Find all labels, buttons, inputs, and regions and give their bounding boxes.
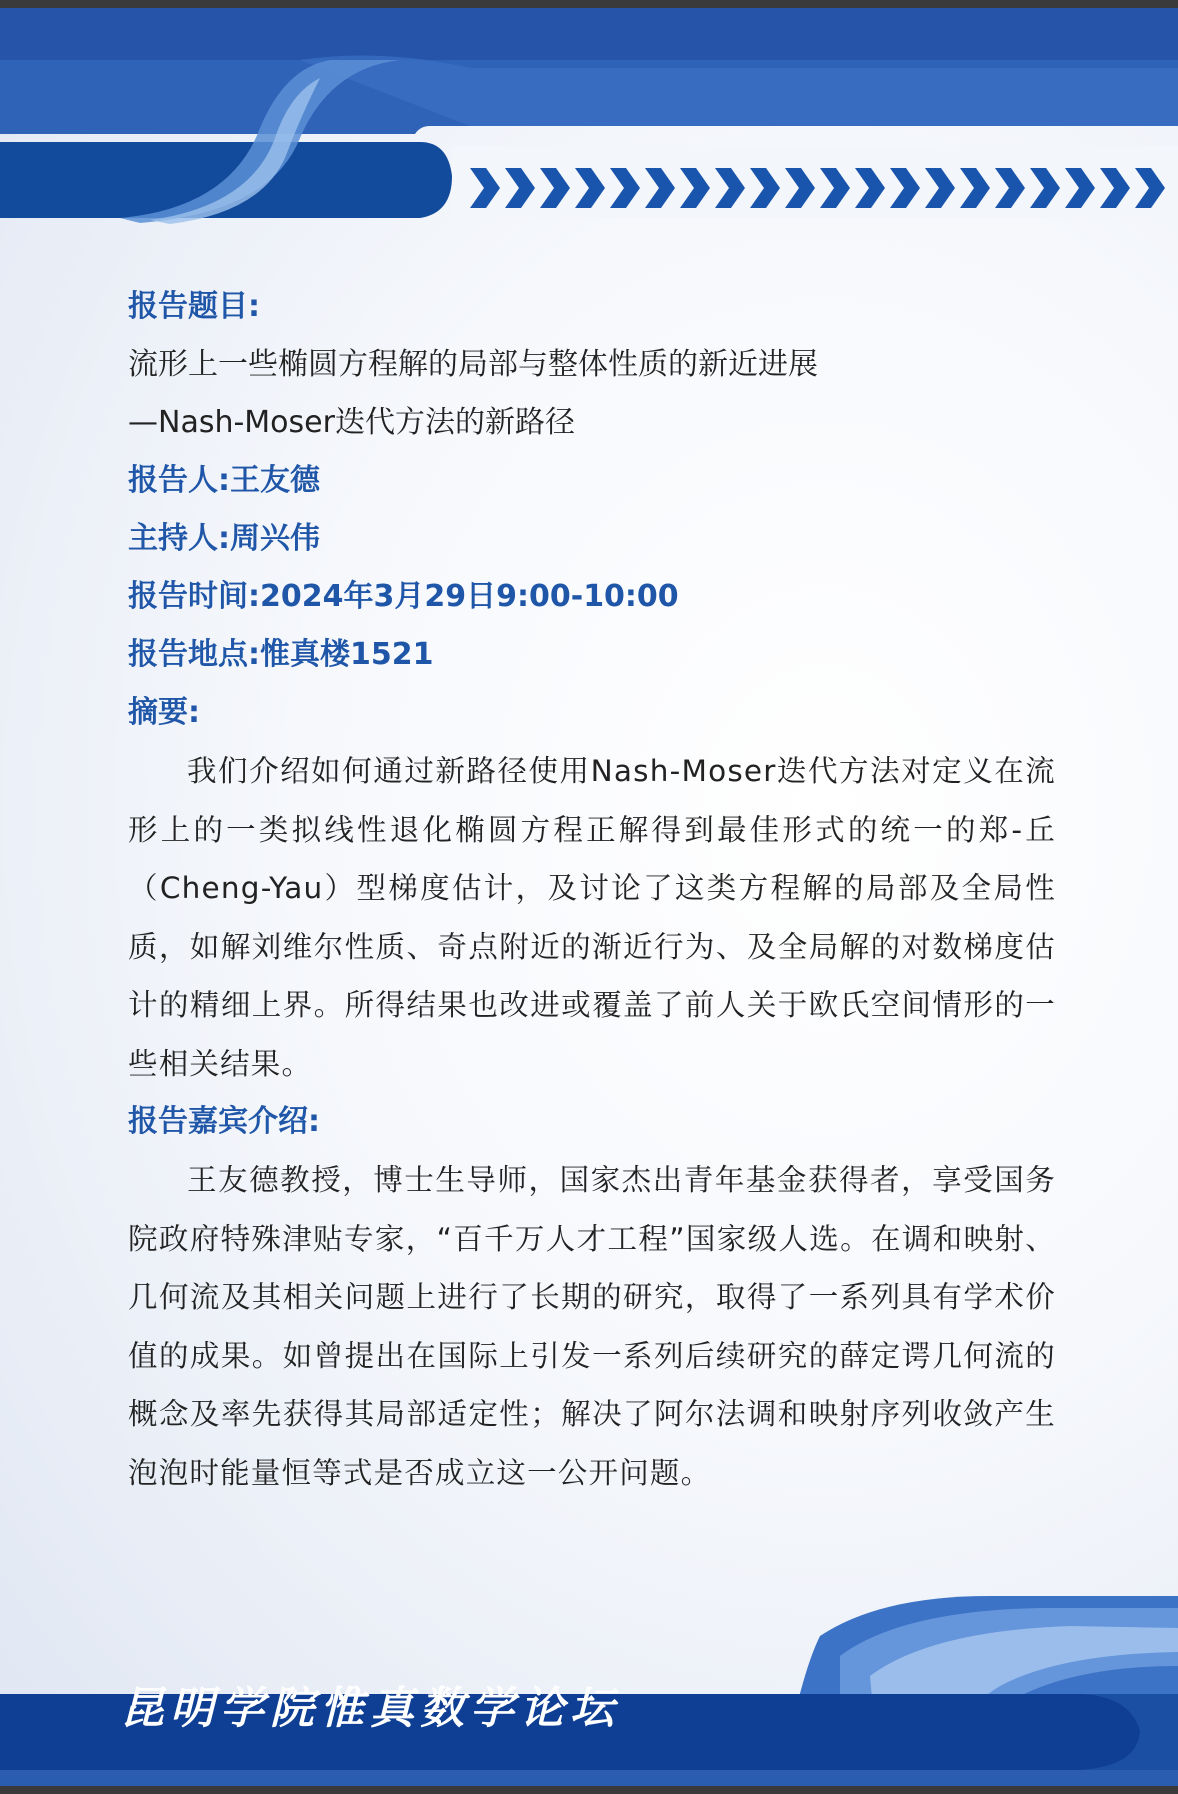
- abstract-label: 摘要:: [128, 695, 200, 730]
- speaker-name: 王友德: [230, 463, 320, 498]
- footer-decoration: [0, 1556, 1178, 1786]
- time-value: 2024年3月29日9:00-10:00: [260, 579, 679, 614]
- footer-title: 昆明学院惟真数学论坛: [120, 1683, 620, 1734]
- place-row: [128, 626, 1056, 684]
- topic-line-1: 流形上一些椭圆方程解的局部与整体性质的新近进展: [128, 347, 818, 382]
- host-row: [128, 510, 1056, 568]
- abstract-text: 我们介绍如何通过新路径使用Nash-Moser迭代方法对定义在流形上的一类拟线性退化椭圆方程正解得到最佳形式的统一的郑-丘（Cheng-Yau）型梯度估计，及讨论了这类方程解的局部及全局性质，如解刘维尔性质、奇点附近的渐近行为、及全局解的对数梯度估计的精细上界。所得结果也改进或覆盖了前人关于欧氏空间情形的一些相关结果。: [128, 754, 1056, 1081]
- poster: [0, 8, 1178, 1786]
- bio-text: 王友德教授，博士生导师，国家杰出青年基金获得者，享受国务院政府特殊津贴专家，“百千万人才工程”国家级人选。在调和映射、几何流及其相关问题上进行了长期的研究，取得了一系列具有学术价值的成果。如曾提出在国际上引发一系列后续研究的薛定谔几何流的概念及率先获得其局部适定性；解决了阿尔法调和映射序列收敛产生泡泡时能量恒等式是否成立这一公开问题。: [128, 1163, 1056, 1490]
- time-label: 报告时间:: [128, 579, 260, 614]
- host-name: 周兴伟: [230, 521, 320, 556]
- place-label: 报告地点:: [128, 637, 260, 672]
- topic-label: 报告题目:: [128, 289, 260, 324]
- place-value: 惟真楼1521: [260, 637, 434, 672]
- host-label: 主持人:: [128, 521, 230, 556]
- bio-label: 报告嘉宾介绍:: [128, 1104, 320, 1139]
- speaker-row: [128, 452, 1056, 510]
- time-row: [128, 568, 1056, 626]
- speaker-label: 报告人:: [128, 463, 230, 498]
- topic-line-2: —Nash-Moser迭代方法的新路径: [128, 405, 575, 440]
- header-decoration: [0, 8, 1178, 238]
- content: [128, 278, 1056, 1502]
